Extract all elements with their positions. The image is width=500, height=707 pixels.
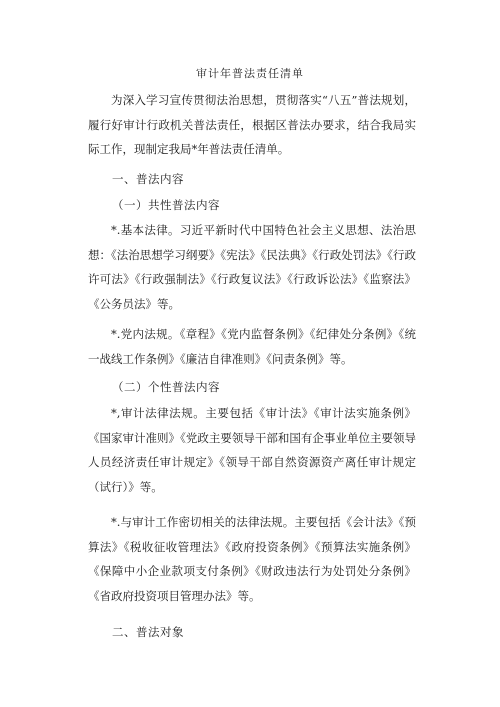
section-heading-audience: 二、普法对象 bbox=[112, 625, 184, 639]
paragraph-audit-laws: *,审计法律法规。主要包括《审计法》《审计法实施条例》《国家审计准则》《党政主要领导干部和国有企事业单位主要领导人员经济责任审计规定》《领导干部自然资源资产离任审计规定（试行）》等。 bbox=[88, 406, 416, 494]
paragraph-related-laws: *.与审计工作密切相关的法律法规。主要包括《会计法》《预算法》《税收征收管理法》《政府投资条例》《预算法实施条例》《保障中小企业款项支付条例》《财政违法行为处罚处分条例》《省政府投资项目管理办法》等。 bbox=[88, 515, 416, 603]
section-heading-content: 一、普法内容 bbox=[112, 172, 184, 186]
paragraph-party-regulations: *.党内法规。《章程》《党内监督条例》《纪律处分条例》《统一战线工作条例》《廉洁自律准则》《问责条例》等。 bbox=[88, 327, 416, 366]
subsection-heading-common: （一）共性普法内容 bbox=[112, 198, 220, 212]
intro-paragraph: 为深入学习宣传贯彻法治思想，贯彻落实“八五”普法规划，履行好审计行政机关普法责任，根据区普法办要求，结合我局实际工作，现制定我局*年普法责任清单。 bbox=[88, 93, 416, 156]
document-title: 审计年普法责任清单 bbox=[196, 67, 304, 80]
subsection-heading-specific: （二）个性普法内容 bbox=[112, 380, 220, 394]
paragraph-basic-laws: *.基本法律。习近平新时代中国特色社会主义思想、法治思想：《法治思想学习纲要》《宪法》《民法典》《行政处罚法》《行政许可法》《行政强制法》《行政复议法》《行政诉讼法》《监察法》《公务员法》等。 bbox=[88, 223, 416, 311]
